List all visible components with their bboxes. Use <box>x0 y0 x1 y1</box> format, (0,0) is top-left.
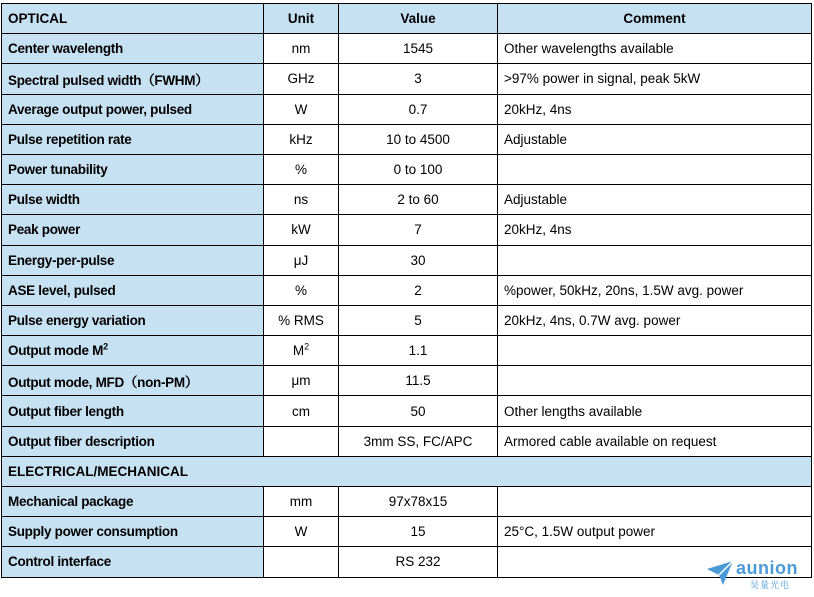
param-name: Output fiber description <box>2 426 264 456</box>
table-row <box>2 185 812 215</box>
param-unit: W <box>264 94 339 124</box>
param-unit: W <box>264 517 339 547</box>
param-unit: mm <box>264 487 339 517</box>
param-name: Spectral pulsed width（FWHM） <box>2 64 264 94</box>
param-unit: nm <box>264 34 339 64</box>
param-name-text: Output mode M <box>8 343 104 359</box>
table-row <box>2 336 812 366</box>
param-value: 0 to 100 <box>339 154 498 184</box>
param-name: Center wavelength <box>2 34 264 64</box>
table-row <box>2 547 812 577</box>
param-name: Control interface <box>2 547 264 577</box>
param-unit: % <box>264 154 339 184</box>
param-unit: cm <box>264 396 339 426</box>
param-name: Output mode, MFD（non-PM） <box>2 366 264 396</box>
param-comment <box>498 154 812 184</box>
column-header-comment: Comment <box>498 4 812 34</box>
param-comment: Adjustable <box>498 185 812 215</box>
section-row-electrical <box>2 456 812 486</box>
table-row <box>2 487 812 517</box>
column-header-value: Value <box>339 4 498 34</box>
param-comment: %power, 50kHz, 20ns, 1.5W avg. power <box>498 275 812 305</box>
table-row <box>2 396 812 426</box>
param-comment <box>498 366 812 396</box>
param-unit: % <box>264 275 339 305</box>
param-unit-text: M <box>292 343 305 359</box>
logo-wordmark: aunion <box>736 558 798 578</box>
param-comment: Armored cable available on request <box>498 426 812 456</box>
param-unit: ns <box>264 185 339 215</box>
param-comment: 25°C, 1.5W output power <box>498 517 812 547</box>
table-row <box>2 94 812 124</box>
spec-table-body <box>2 4 812 578</box>
param-value: RS 232 <box>339 547 498 577</box>
param-value: 10 to 4500 <box>339 124 498 154</box>
param-unit: GHz <box>264 64 339 94</box>
param-comment <box>498 245 812 275</box>
param-value: 2 <box>339 275 498 305</box>
param-value: 2 to 60 <box>339 185 498 215</box>
spec-table <box>1 3 812 578</box>
aunion-logo <box>706 558 806 592</box>
param-name: Pulse repetition rate <box>2 124 264 154</box>
param-name: Power tunability <box>2 154 264 184</box>
param-name: Peak power <box>2 215 264 245</box>
param-unit <box>264 336 339 366</box>
param-value: 3mm SS, FC/APC <box>339 426 498 456</box>
section-title-optical: OPTICAL <box>2 4 264 34</box>
param-value: 1.1 <box>339 336 498 366</box>
param-unit: μJ <box>264 245 339 275</box>
param-unit: kHz <box>264 124 339 154</box>
param-value: 50 <box>339 396 498 426</box>
table-row <box>2 154 812 184</box>
param-comment: 20kHz, 4ns <box>498 94 812 124</box>
table-row <box>2 124 812 154</box>
param-name: Energy-per-pulse <box>2 245 264 275</box>
param-comment: 20kHz, 4ns, 0.7W avg. power <box>498 305 812 335</box>
param-value: 1545 <box>339 34 498 64</box>
param-name: Output fiber length <box>2 396 264 426</box>
section-title-electrical: ELECTRICAL/MECHANICAL <box>2 456 812 486</box>
param-unit <box>264 426 339 456</box>
table-row <box>2 517 812 547</box>
param-unit: % RMS <box>264 305 339 335</box>
param-unit-superscript: 2 <box>304 341 310 352</box>
param-unit: μm <box>264 366 339 396</box>
param-comment <box>498 336 812 366</box>
param-unit <box>264 547 339 577</box>
param-comment: Other wavelengths available <box>498 34 812 64</box>
param-name: Mechanical package <box>2 487 264 517</box>
table-row <box>2 366 812 396</box>
param-name: Pulse width <box>2 185 264 215</box>
table-row <box>2 245 812 275</box>
param-value: 11.5 <box>339 366 498 396</box>
table-row <box>2 64 812 94</box>
param-comment: Adjustable <box>498 124 812 154</box>
param-name-superscript: 2 <box>103 341 108 352</box>
param-unit: kW <box>264 215 339 245</box>
table-row <box>2 275 812 305</box>
param-name: Pulse energy variation <box>2 305 264 335</box>
param-value: 97x78x15 <box>339 487 498 517</box>
param-comment: Other lengths available <box>498 396 812 426</box>
table-row <box>2 426 812 456</box>
logo-subtitle: 昊量光电 <box>750 580 791 590</box>
table-row <box>2 305 812 335</box>
param-name: Average output power, pulsed <box>2 94 264 124</box>
param-value: 30 <box>339 245 498 275</box>
param-value: 7 <box>339 215 498 245</box>
table-row <box>2 215 812 245</box>
header-row <box>2 4 812 34</box>
param-value: 15 <box>339 517 498 547</box>
param-name <box>2 336 264 366</box>
param-value: 3 <box>339 64 498 94</box>
table-row <box>2 34 812 64</box>
param-value: 0.7 <box>339 94 498 124</box>
param-value: 5 <box>339 305 498 335</box>
param-comment: >97% power in signal, peak 5kW <box>498 64 812 94</box>
paper-plane-icon <box>706 560 734 586</box>
param-name: Supply power consumption <box>2 517 264 547</box>
param-comment <box>498 487 812 517</box>
param-comment: 20kHz, 4ns <box>498 215 812 245</box>
column-header-unit: Unit <box>264 4 339 34</box>
param-name: ASE level, pulsed <box>2 275 264 305</box>
